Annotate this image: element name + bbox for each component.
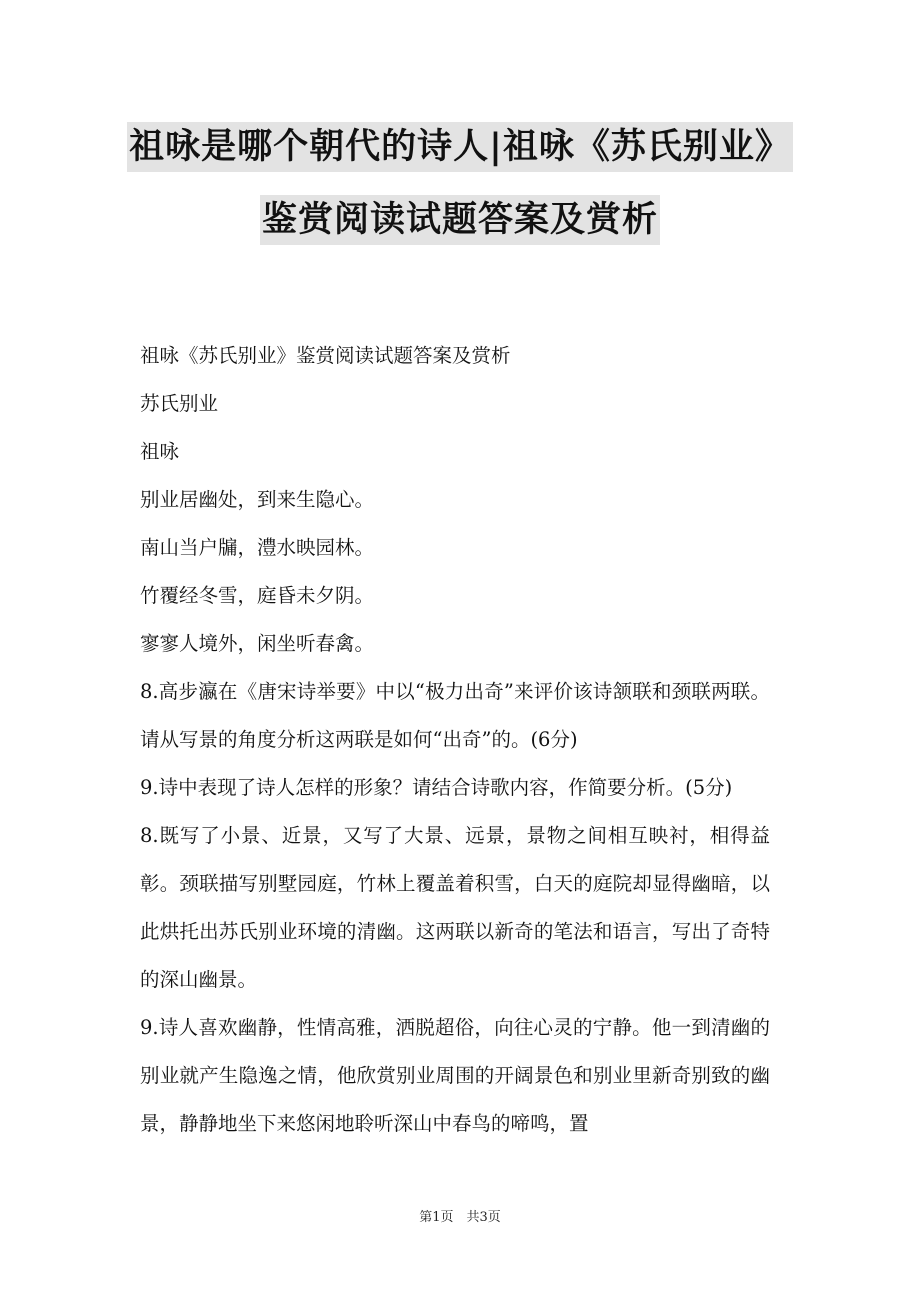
- document-body: [140, 332, 770, 1148]
- question-8: 8.高步瀛在《唐宋诗举要》中以“极力出奇”来评价该诗颔联和颈联两联。请从写景的角度分析这两联是如何“出奇”的。(6分): [140, 680, 770, 751]
- answer-9: 9.诗人喜欢幽静，性情高雅，洒脱超俗，向往心灵的宁静。他一到清幽的别业就产生隐逸之情，他欣赏别业周围的开阔景色和别业里新奇别致的幽景，静静地坐下来悠闲地聆听深山中春鸟的啼鸣，置: [140, 1016, 770, 1135]
- poem-title: 苏氏别业: [140, 392, 219, 415]
- poem-line: 南山当户牖，澧水映园林。: [140, 536, 375, 559]
- poem-line: 别业居幽处，到来生隐心。: [140, 488, 375, 511]
- subtitle-paragraph: 祖咏《苏氏别业》鉴赏阅读试题答案及赏析: [140, 344, 511, 367]
- title-line-1: 祖咏是哪个朝代的诗人|祖咏《苏氏别业》: [127, 122, 793, 172]
- question-9: 9.诗中表现了诗人怎样的形象？请结合诗歌内容，作简要分析。(5分): [140, 776, 733, 799]
- poem-author: 祖咏: [140, 440, 180, 463]
- title-line-2: 鉴赏阅读试题答案及赏析: [260, 195, 660, 245]
- page-footer: 第1页 共3页: [419, 1210, 501, 1225]
- poem-line: 竹覆经冬雪，庭昏未夕阴。: [140, 584, 375, 607]
- answer-8: 8.既写了小景、近景，又写了大景、远景，景物之间相互映衬，相得益彰。颈联描写别墅园庭，竹林上覆盖着积雪，白天的庭院却显得幽暗，以此烘托出苏氏别业环境的清幽。这两联以新奇的笔法和语言，写出了奇特的深山幽景。: [140, 824, 770, 991]
- poem-line: 寥寥人境外，闲坐听春禽。: [140, 632, 375, 655]
- document-title: [0, 122, 920, 245]
